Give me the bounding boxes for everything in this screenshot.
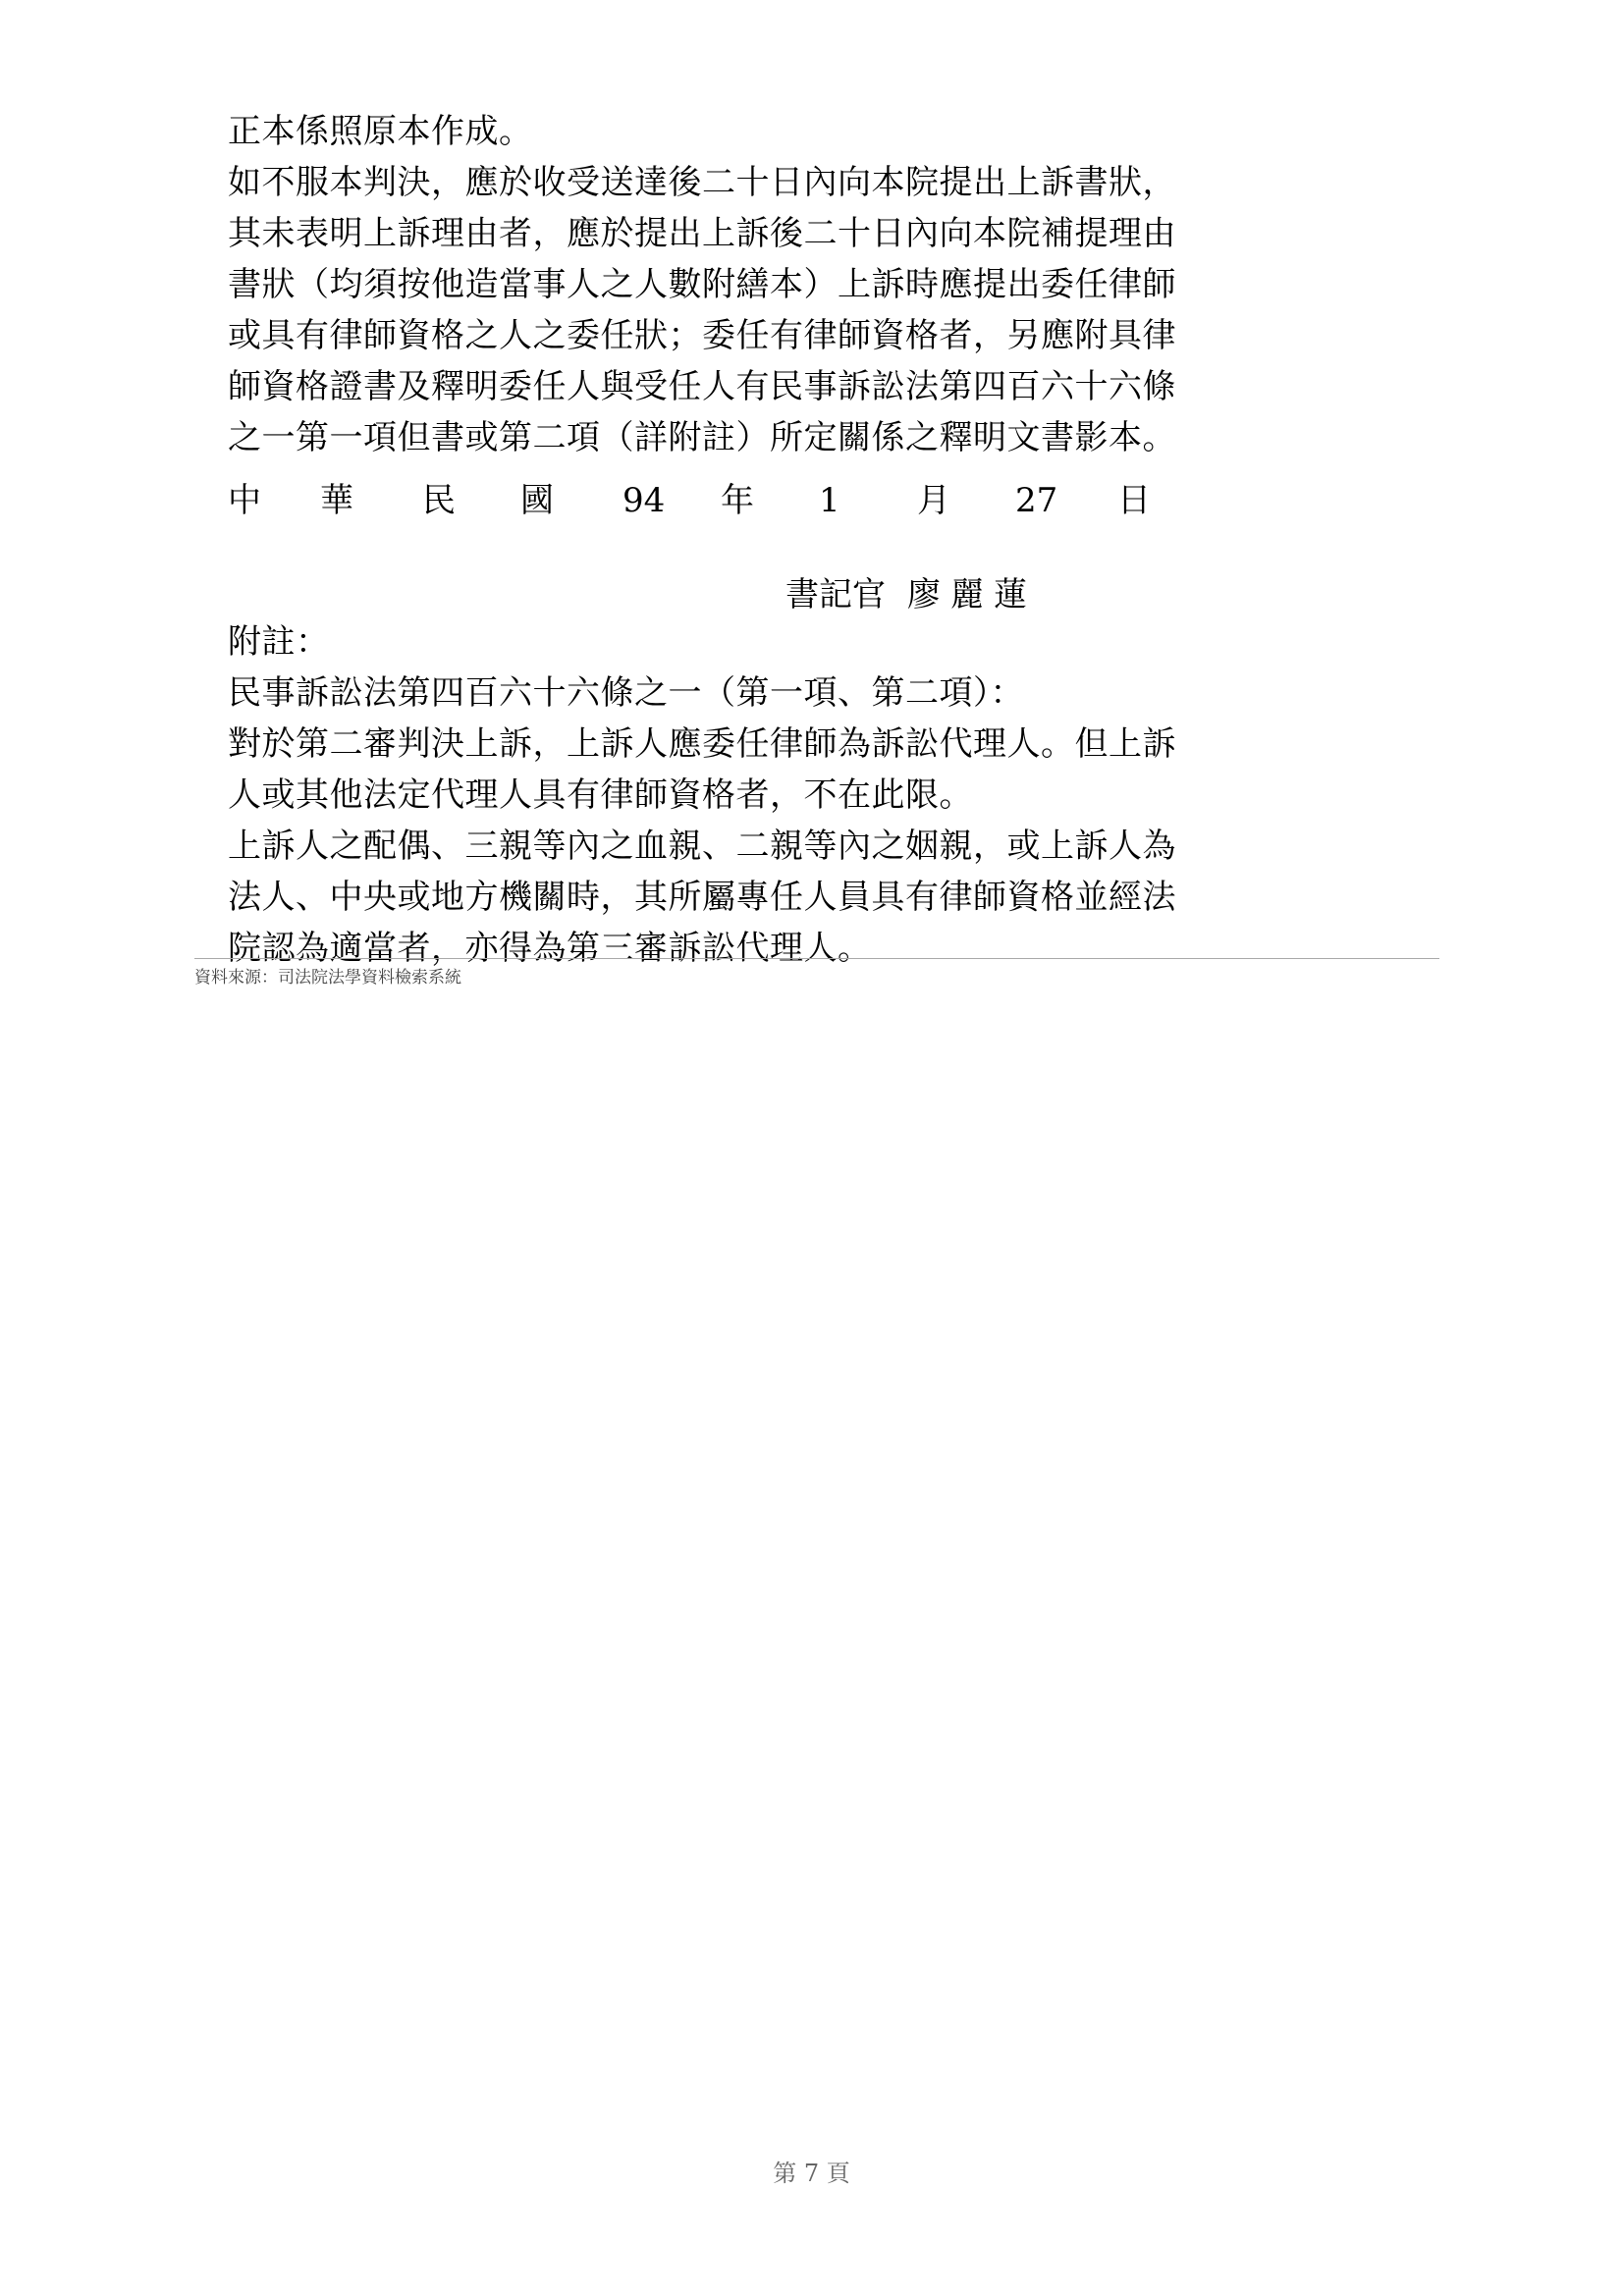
date-line — [228, 475, 1151, 526]
body-line: 其未表明上訴理由者，應於提出上訴後二十日內向本院補提理由 — [228, 214, 1176, 253]
date-day: 27 — [1015, 481, 1058, 520]
date-day-label: 日 — [1117, 481, 1151, 520]
date-char: 中 — [228, 481, 261, 520]
notes-line: 民事訴訟法第四百六十六條之一（第一項、第二項）： — [228, 673, 1024, 713]
main-text — [228, 106, 1176, 463]
notes-heading: 附註： — [228, 622, 330, 662]
body-line: 書狀（均須按他造當事人之人數附繕本）上訴時應提出委任律師 — [228, 265, 1176, 304]
body-line: 或具有律師資格之人之委任狀；委任有律師資格者，另應附具律 — [228, 316, 1176, 355]
date-year: 94 — [622, 481, 666, 520]
clerk-title: 書記官 — [785, 575, 886, 614]
date-char: 民 — [422, 481, 456, 520]
notes-line: 人或其他法定代理人具有律師資格者，不在此限。 — [228, 775, 973, 815]
notes-line: 院認為適當者，亦得為第三審訴訟代理人。 — [228, 929, 872, 968]
date-month: 1 — [819, 481, 840, 520]
date-month-label: 月 — [917, 481, 950, 520]
date-char: 華 — [320, 481, 353, 520]
body-line: 正本係照原本作成。 — [228, 112, 533, 151]
date-char: 國 — [520, 481, 554, 520]
body-line: 師資格證書及釋明委任人與受任人有民事訴訟法第四百六十六條 — [228, 367, 1176, 406]
footer-divider — [194, 958, 1439, 959]
body-line: 之一第一項但書或第二項（詳附註）所定關係之釋明文書影本。 — [228, 418, 1176, 457]
source-note: 資料來源：司法院法學資料檢索系統 — [194, 968, 461, 988]
notes-line: 對於第二審判決上訴，上訴人應委任律師為訴訟代理人。但上訴 — [228, 724, 1176, 764]
notes-line: 上訴人之配偶、三親等內之血親、二親等內之姻親，或上訴人為 — [228, 827, 1176, 866]
notes-line: 法人、中央或地方機關時，其所屬專任人員具有律師資格並經法 — [228, 878, 1176, 917]
body-line: 如不服本判決，應於收受送達後二十日內向本院提出上訴書狀， — [228, 163, 1176, 202]
clerk-name: 廖麗蓮 — [907, 575, 1037, 614]
notes-section — [228, 616, 1176, 974]
clerk-signature — [785, 569, 1037, 620]
date-year-label: 年 — [721, 481, 754, 520]
page-number: 第 7 頁 — [773, 2160, 850, 2187]
